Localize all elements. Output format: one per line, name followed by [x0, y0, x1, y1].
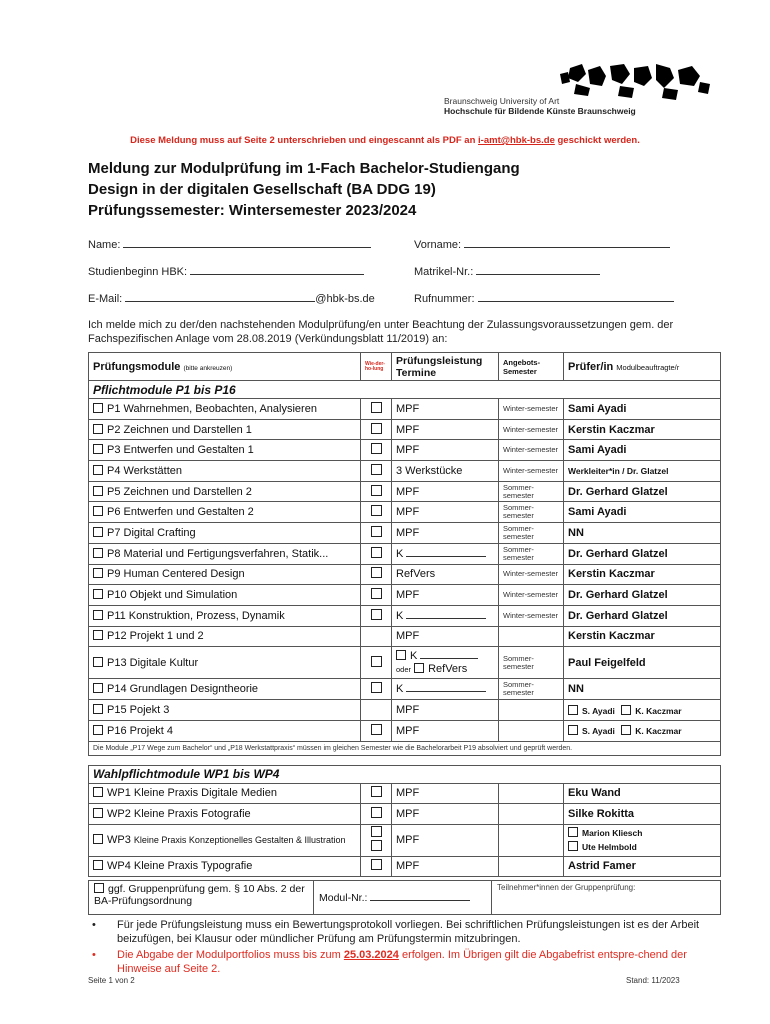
- module-cell[interactable]: P12 Projekt 1 und 2: [89, 626, 361, 647]
- table-row: [89, 605, 721, 626]
- k-checkbox[interactable]: [396, 650, 406, 660]
- semester-cell: [499, 720, 564, 741]
- header-wiederholung: Wie-der-ho-lung: [361, 353, 392, 381]
- pruefer-cell: S. Ayadi K. Kaczmar: [564, 720, 721, 741]
- pruefer-cell: Dr. Gerhard Glatzel: [564, 543, 721, 564]
- pruefer-cell: Sami Ayadi: [564, 502, 721, 523]
- pruefer-b-checkbox[interactable]: [621, 725, 631, 735]
- table-row: [89, 543, 721, 564]
- repeat-checkbox[interactable]: [371, 443, 382, 454]
- module-cell[interactable]: P10 Objekt und Simulation: [89, 585, 361, 606]
- repeat-cell[interactable]: [361, 783, 392, 804]
- module-checkbox[interactable]: [93, 444, 103, 454]
- vorname-field[interactable]: [414, 238, 670, 251]
- leistung-cell: MPF: [392, 720, 499, 741]
- leistung-cell: MPF: [392, 523, 499, 544]
- repeat-cell[interactable]: [361, 543, 392, 564]
- leistung-cell: K: [392, 679, 499, 700]
- repeat-cell[interactable]: [361, 523, 392, 544]
- section-row-pflicht: [89, 381, 721, 399]
- module-checkbox[interactable]: [93, 834, 103, 844]
- semester-cell: Winter-semester: [499, 461, 564, 482]
- submission-notice: [0, 135, 770, 146]
- repeat-checkbox[interactable]: [371, 567, 382, 578]
- vorname-label: Vorname:: [414, 239, 462, 251]
- module-checkbox[interactable]: [93, 787, 103, 797]
- pruefer-a-checkbox[interactable]: [568, 705, 578, 715]
- repeat-cell[interactable]: [361, 804, 392, 825]
- semester-cell: Sommer-semester: [499, 679, 564, 700]
- leistung-cell: MPF: [392, 783, 499, 804]
- refvers-checkbox[interactable]: [414, 663, 424, 673]
- table-row: [89, 440, 721, 461]
- module-cell[interactable]: P15 Pojekt 3: [89, 700, 361, 721]
- repeat-cell[interactable]: [361, 824, 392, 856]
- semester-cell: [499, 856, 564, 877]
- repeat-checkbox[interactable]: [371, 485, 382, 496]
- leistung-cell: 3 Werkstücke: [392, 461, 499, 482]
- repeat-checkbox[interactable]: [371, 588, 382, 599]
- repeat-checkbox[interactable]: [371, 656, 382, 667]
- notice-email-link[interactable]: i-amt@hbk-bs.de: [478, 135, 555, 146]
- table-row: [89, 585, 721, 606]
- semester-cell: Winter-semester: [499, 419, 564, 440]
- repeat-checkbox[interactable]: [371, 826, 382, 837]
- name-label: Name:: [88, 239, 121, 251]
- table-row: [89, 700, 721, 721]
- section-row-wahl: [89, 765, 721, 783]
- leistung-cell: K oder RefVers: [392, 647, 499, 679]
- module-checkbox[interactable]: [93, 527, 103, 537]
- table-row: [89, 564, 721, 585]
- module-checkbox[interactable]: [93, 465, 103, 475]
- k-input-line[interactable]: [420, 650, 478, 659]
- pruefer-cell: Sami Ayadi: [564, 399, 721, 420]
- repeat-checkbox[interactable]: [371, 859, 382, 870]
- group-exam-table: [88, 880, 721, 915]
- leistung-cell: MPF: [392, 399, 499, 420]
- table-row: [89, 523, 721, 544]
- table-row: [89, 419, 721, 440]
- repeat-checkbox[interactable]: [371, 724, 382, 735]
- semester-cell: [499, 700, 564, 721]
- module-cell[interactable]: P16 Projekt 4: [89, 720, 361, 741]
- pflicht-note-row: [89, 741, 721, 755]
- leistung-input-line[interactable]: [406, 683, 486, 692]
- repeat-cell[interactable]: [361, 647, 392, 679]
- semester-cell: Winter-semester: [499, 605, 564, 626]
- group-exam-checkbox[interactable]: [94, 883, 104, 893]
- module-cell[interactable]: P4 Werkstätten: [89, 461, 361, 482]
- module-cell[interactable]: P9 Human Centered Design: [89, 564, 361, 585]
- version-stand: Stand: 11/2023: [626, 976, 680, 985]
- semester-cell: [499, 626, 564, 647]
- email-label: E-Mail:: [88, 293, 123, 305]
- pruefer-cell: Dr. Gerhard Glatzel: [564, 481, 721, 502]
- pruefer-cell: Dr. Gerhard Glatzel: [564, 585, 721, 606]
- pruefer-cell: NN: [564, 679, 721, 700]
- teilnehmer-cell[interactable]: Teilnehmer*innen der Gruppenprüfung:: [492, 881, 721, 915]
- semester-cell: Winter-semester: [499, 399, 564, 420]
- table-row: [89, 824, 721, 856]
- repeat-cell[interactable]: [361, 502, 392, 523]
- repeat-cell[interactable]: [361, 440, 392, 461]
- semester-cell: Sommer-semester: [499, 481, 564, 502]
- hbk-logo: [560, 60, 710, 102]
- header-module: Prüfungsmodule (bitte ankreuzen): [89, 353, 361, 381]
- leistung-cell: K: [392, 543, 499, 564]
- repeat-checkbox[interactable]: [371, 423, 382, 434]
- semester-cell: [499, 824, 564, 856]
- table-row: [89, 856, 721, 877]
- email-field[interactable]: [88, 292, 375, 305]
- pruefer-cell: Kerstin Kaczmar: [564, 626, 721, 647]
- studienbeginn-label: Studienbeginn HBK:: [88, 266, 188, 278]
- semester-cell: [499, 783, 564, 804]
- table-row: [89, 647, 721, 679]
- repeat-checkbox[interactable]: [371, 609, 382, 620]
- module-cell[interactable]: P6 Entwerfen und Gestalten 2: [89, 502, 361, 523]
- pruefer-cell: Silke Rokitta: [564, 804, 721, 825]
- leistung-cell: MPF: [392, 440, 499, 461]
- repeat-cell[interactable]: [361, 481, 392, 502]
- pflicht-section-title: Pflichtmodule P1 bis P16: [89, 381, 721, 399]
- notes-list: [92, 918, 712, 978]
- pruefer-a-checkbox[interactable]: [568, 725, 578, 735]
- group-exam-cell[interactable]: ggf. Gruppenprüfung gem. § 10 Abs. 2 der BA-Prüfungsordnung: [89, 881, 314, 915]
- repeat-checkbox[interactable]: [371, 547, 382, 558]
- pruefer-cell: Werkleiter*in / Dr. Glatzel: [564, 461, 721, 482]
- module-cell[interactable]: WP3 Kleine Praxis Konzeptionelles Gestalten & Illustration: [89, 824, 361, 856]
- repeat-checkbox-2[interactable]: [371, 840, 382, 851]
- pruefer-b-checkbox[interactable]: [568, 841, 578, 851]
- repeat-cell[interactable]: [361, 419, 392, 440]
- repeat-checkbox[interactable]: [371, 526, 382, 537]
- name-input-line[interactable]: [123, 238, 371, 248]
- email-input-line[interactable]: [125, 292, 315, 302]
- module-checkbox[interactable]: [93, 403, 103, 413]
- repeat-cell[interactable]: [361, 585, 392, 606]
- title-line-3: Prüfungssemester: Wintersemester 2023/2024: [88, 202, 417, 219]
- table-row: [89, 502, 721, 523]
- semester-cell: Sommer-semester: [499, 543, 564, 564]
- repeat-cell: [361, 626, 392, 647]
- table-row: [89, 804, 721, 825]
- repeat-cell[interactable]: [361, 461, 392, 482]
- semester-cell: Sommer-semester: [499, 647, 564, 679]
- name-field[interactable]: [88, 238, 371, 251]
- module-cell[interactable]: P2 Zeichnen und Darstellen 1: [89, 419, 361, 440]
- pflicht-note: Die Module „P17 Wege zum Bachelor“ und „P18 Werkstattpraxis“ müssen im gleichen Semester wie die Bachelorarbeit P19 absolviert und geprüft werden.: [89, 741, 721, 755]
- module-checkbox[interactable]: [93, 704, 103, 714]
- semester-cell: Sommer-semester: [499, 523, 564, 544]
- wahl-section-title: Wahlpflichtmodule WP1 bis WP4: [89, 765, 721, 783]
- module-cell[interactable]: P7 Digital Crafting: [89, 523, 361, 544]
- table-row: [89, 626, 721, 647]
- table-row: [89, 461, 721, 482]
- module-cell[interactable]: WP4 Kleine Praxis Typografie: [89, 856, 361, 877]
- repeat-checkbox[interactable]: [371, 786, 382, 797]
- module-cell[interactable]: P11 Konstruktion, Prozess, Dynamik: [89, 605, 361, 626]
- leistung-cell: MPF: [392, 481, 499, 502]
- repeat-cell: [361, 700, 392, 721]
- table-row: [89, 399, 721, 420]
- module-checkbox[interactable]: [93, 589, 103, 599]
- repeat-checkbox[interactable]: [371, 807, 382, 818]
- module-checkbox[interactable]: [93, 657, 103, 667]
- repeat-cell[interactable]: [361, 399, 392, 420]
- spacer-row: [89, 755, 721, 765]
- pruefer-cell: Kerstin Kaczmar: [564, 419, 721, 440]
- module-cell[interactable]: P3 Entwerfen und Gestalten 1: [89, 440, 361, 461]
- module-checkbox[interactable]: [93, 568, 103, 578]
- studienbeginn-input-line[interactable]: [190, 265, 364, 275]
- repeat-cell[interactable]: [361, 679, 392, 700]
- notice-prefix: Diese Meldung muss auf Seite 2 unterschrieben und eingescannt als PDF an: [130, 135, 476, 146]
- pruefer-cell: Sami Ayadi: [564, 440, 721, 461]
- modul-nr-cell[interactable]: Modul-Nr.:: [314, 881, 492, 915]
- repeat-cell[interactable]: [361, 856, 392, 877]
- leistung-cell: MPF: [392, 585, 499, 606]
- repeat-checkbox[interactable]: [371, 682, 382, 693]
- module-checkbox[interactable]: [93, 610, 103, 620]
- pruefer-cell: Dr. Gerhard Glatzel: [564, 605, 721, 626]
- intro-text: Ich melde mich zu der/den nachstehenden Modulprüfung/en unter Beachtung der Zulassungsvoraussetzungen gem. der Fachspezifischen Anlage vom 28.08.2019 (Verkündungsblatt 11/2019) an:: [88, 319, 674, 345]
- leistung-input-line[interactable]: [406, 610, 486, 619]
- pruefer-cell: NN: [564, 523, 721, 544]
- notice-suffix: geschickt werden.: [557, 135, 640, 146]
- page-number: Seite 1 von 2: [88, 976, 135, 985]
- matrikel-field[interactable]: [414, 265, 600, 278]
- semester-cell: Winter-semester: [499, 440, 564, 461]
- note-item-1: • Für jede Prüfungsleistung muss ein Bewertungsprotokoll vorliegen. Bei schriftlichen Prüfungsleistungen ist es der Arbeit beizufügen, bei Klausur oder mündlicher Prüfung am Prüfungstermin mitzubringen.: [92, 918, 712, 946]
- leistung-cell: K: [392, 605, 499, 626]
- header-leistung: Prüfungsleistung Termine: [392, 353, 499, 381]
- leistung-input-line[interactable]: [406, 548, 486, 557]
- rufnummer-input-line[interactable]: [478, 292, 674, 302]
- module-cell[interactable]: P14 Grundlagen Designtheorie: [89, 679, 361, 700]
- pruefer-cell: Paul Feigelfeld: [564, 647, 721, 679]
- repeat-cell[interactable]: [361, 564, 392, 585]
- matrikel-label: Matrikel-Nr.:: [414, 266, 474, 278]
- institution-line-1: Braunschweig University of Art: [444, 96, 560, 106]
- semester-cell: Winter-semester: [499, 585, 564, 606]
- pruefer-cell: Eku Wand: [564, 783, 721, 804]
- pruefer-cell: Marion Kliesch Ute Helmbold: [564, 824, 721, 856]
- leistung-cell: MPF: [392, 502, 499, 523]
- email-domain: @hbk-bs.de: [315, 293, 375, 305]
- rufnummer-label: Rufnummer:: [414, 293, 475, 305]
- matrikel-input-line[interactable]: [476, 265, 600, 275]
- module-cell[interactable]: WP1 Kleine Praxis Digitale Medien: [89, 783, 361, 804]
- pruefer-a-checkbox[interactable]: [568, 827, 578, 837]
- rufnummer-field[interactable]: [414, 292, 674, 305]
- leistung-cell: MPF: [392, 419, 499, 440]
- vorname-input-line[interactable]: [464, 238, 670, 248]
- table-row: [89, 783, 721, 804]
- module-checkbox[interactable]: [93, 548, 103, 558]
- institution-line-2: Hochschule für Bildende Künste Braunschweig: [444, 106, 636, 116]
- form-title: [88, 158, 520, 221]
- leistung-cell: RefVers: [392, 564, 499, 585]
- modul-nr-input-line[interactable]: [370, 892, 470, 901]
- module-checkbox[interactable]: [93, 486, 103, 496]
- pruefer-cell: Kerstin Kaczmar: [564, 564, 721, 585]
- deadline-date: 25.03.2024: [343, 949, 399, 961]
- semester-cell: Sommer-semester: [499, 502, 564, 523]
- repeat-cell[interactable]: [361, 605, 392, 626]
- header-pruefer: Prüfer/in Modulbeauftragte/r: [564, 353, 721, 381]
- header-angebot: Angebots-Semester: [499, 353, 564, 381]
- repeat-checkbox[interactable]: [371, 402, 382, 413]
- repeat-cell[interactable]: [361, 720, 392, 741]
- module-cell[interactable]: P1 Wahrnehmen, Beobachten, Analysieren: [89, 399, 361, 420]
- note-item-2: • Die Abgabe der Modulportfolios muss bis zum 25.03.2024 erfolgen. Im Übrigen gilt die Abgabefrist entspre-chend der Hinweise auf Seite 2.: [92, 948, 712, 976]
- title-line-1: Meldung zur Modulprüfung im 1-Fach Bachelor-Studiengang: [88, 160, 520, 177]
- studienbeginn-field[interactable]: [88, 265, 364, 278]
- leistung-cell: MPF: [392, 824, 499, 856]
- repeat-checkbox[interactable]: [371, 505, 382, 516]
- leistung-cell: MPF: [392, 700, 499, 721]
- module-checkbox[interactable]: [93, 860, 103, 870]
- module-checkbox[interactable]: [93, 506, 103, 516]
- module-table: [88, 352, 721, 877]
- title-line-2: Design in der digitalen Gesellschaft (BA DDG 19): [88, 181, 436, 198]
- module-cell[interactable]: P13 Digitale Kultur: [89, 647, 361, 679]
- module-cell[interactable]: WP2 Kleine Praxis Fotografie: [89, 804, 361, 825]
- leistung-cell: MPF: [392, 804, 499, 825]
- semester-cell: Winter-semester: [499, 564, 564, 585]
- module-checkbox[interactable]: [93, 630, 103, 640]
- table-row: [89, 481, 721, 502]
- module-cell[interactable]: P8 Material und Fertigungsverfahren, Statik...: [89, 543, 361, 564]
- semester-cell: [499, 804, 564, 825]
- pruefer-cell: S. Ayadi K. Kaczmar: [564, 700, 721, 721]
- table-row: [89, 679, 721, 700]
- module-cell[interactable]: P5 Zeichnen und Darstellen 2: [89, 481, 361, 502]
- module-checkbox[interactable]: [93, 424, 103, 434]
- module-checkbox[interactable]: [93, 725, 103, 735]
- leistung-cell: MPF: [392, 856, 499, 877]
- module-checkbox[interactable]: [93, 808, 103, 818]
- table-header-row: [89, 353, 721, 381]
- leistung-cell: MPF: [392, 626, 499, 647]
- module-checkbox[interactable]: [93, 683, 103, 693]
- repeat-checkbox[interactable]: [371, 464, 382, 475]
- pruefer-cell: Astrid Famer: [564, 856, 721, 877]
- table-row: [89, 720, 721, 741]
- pruefer-b-checkbox[interactable]: [621, 705, 631, 715]
